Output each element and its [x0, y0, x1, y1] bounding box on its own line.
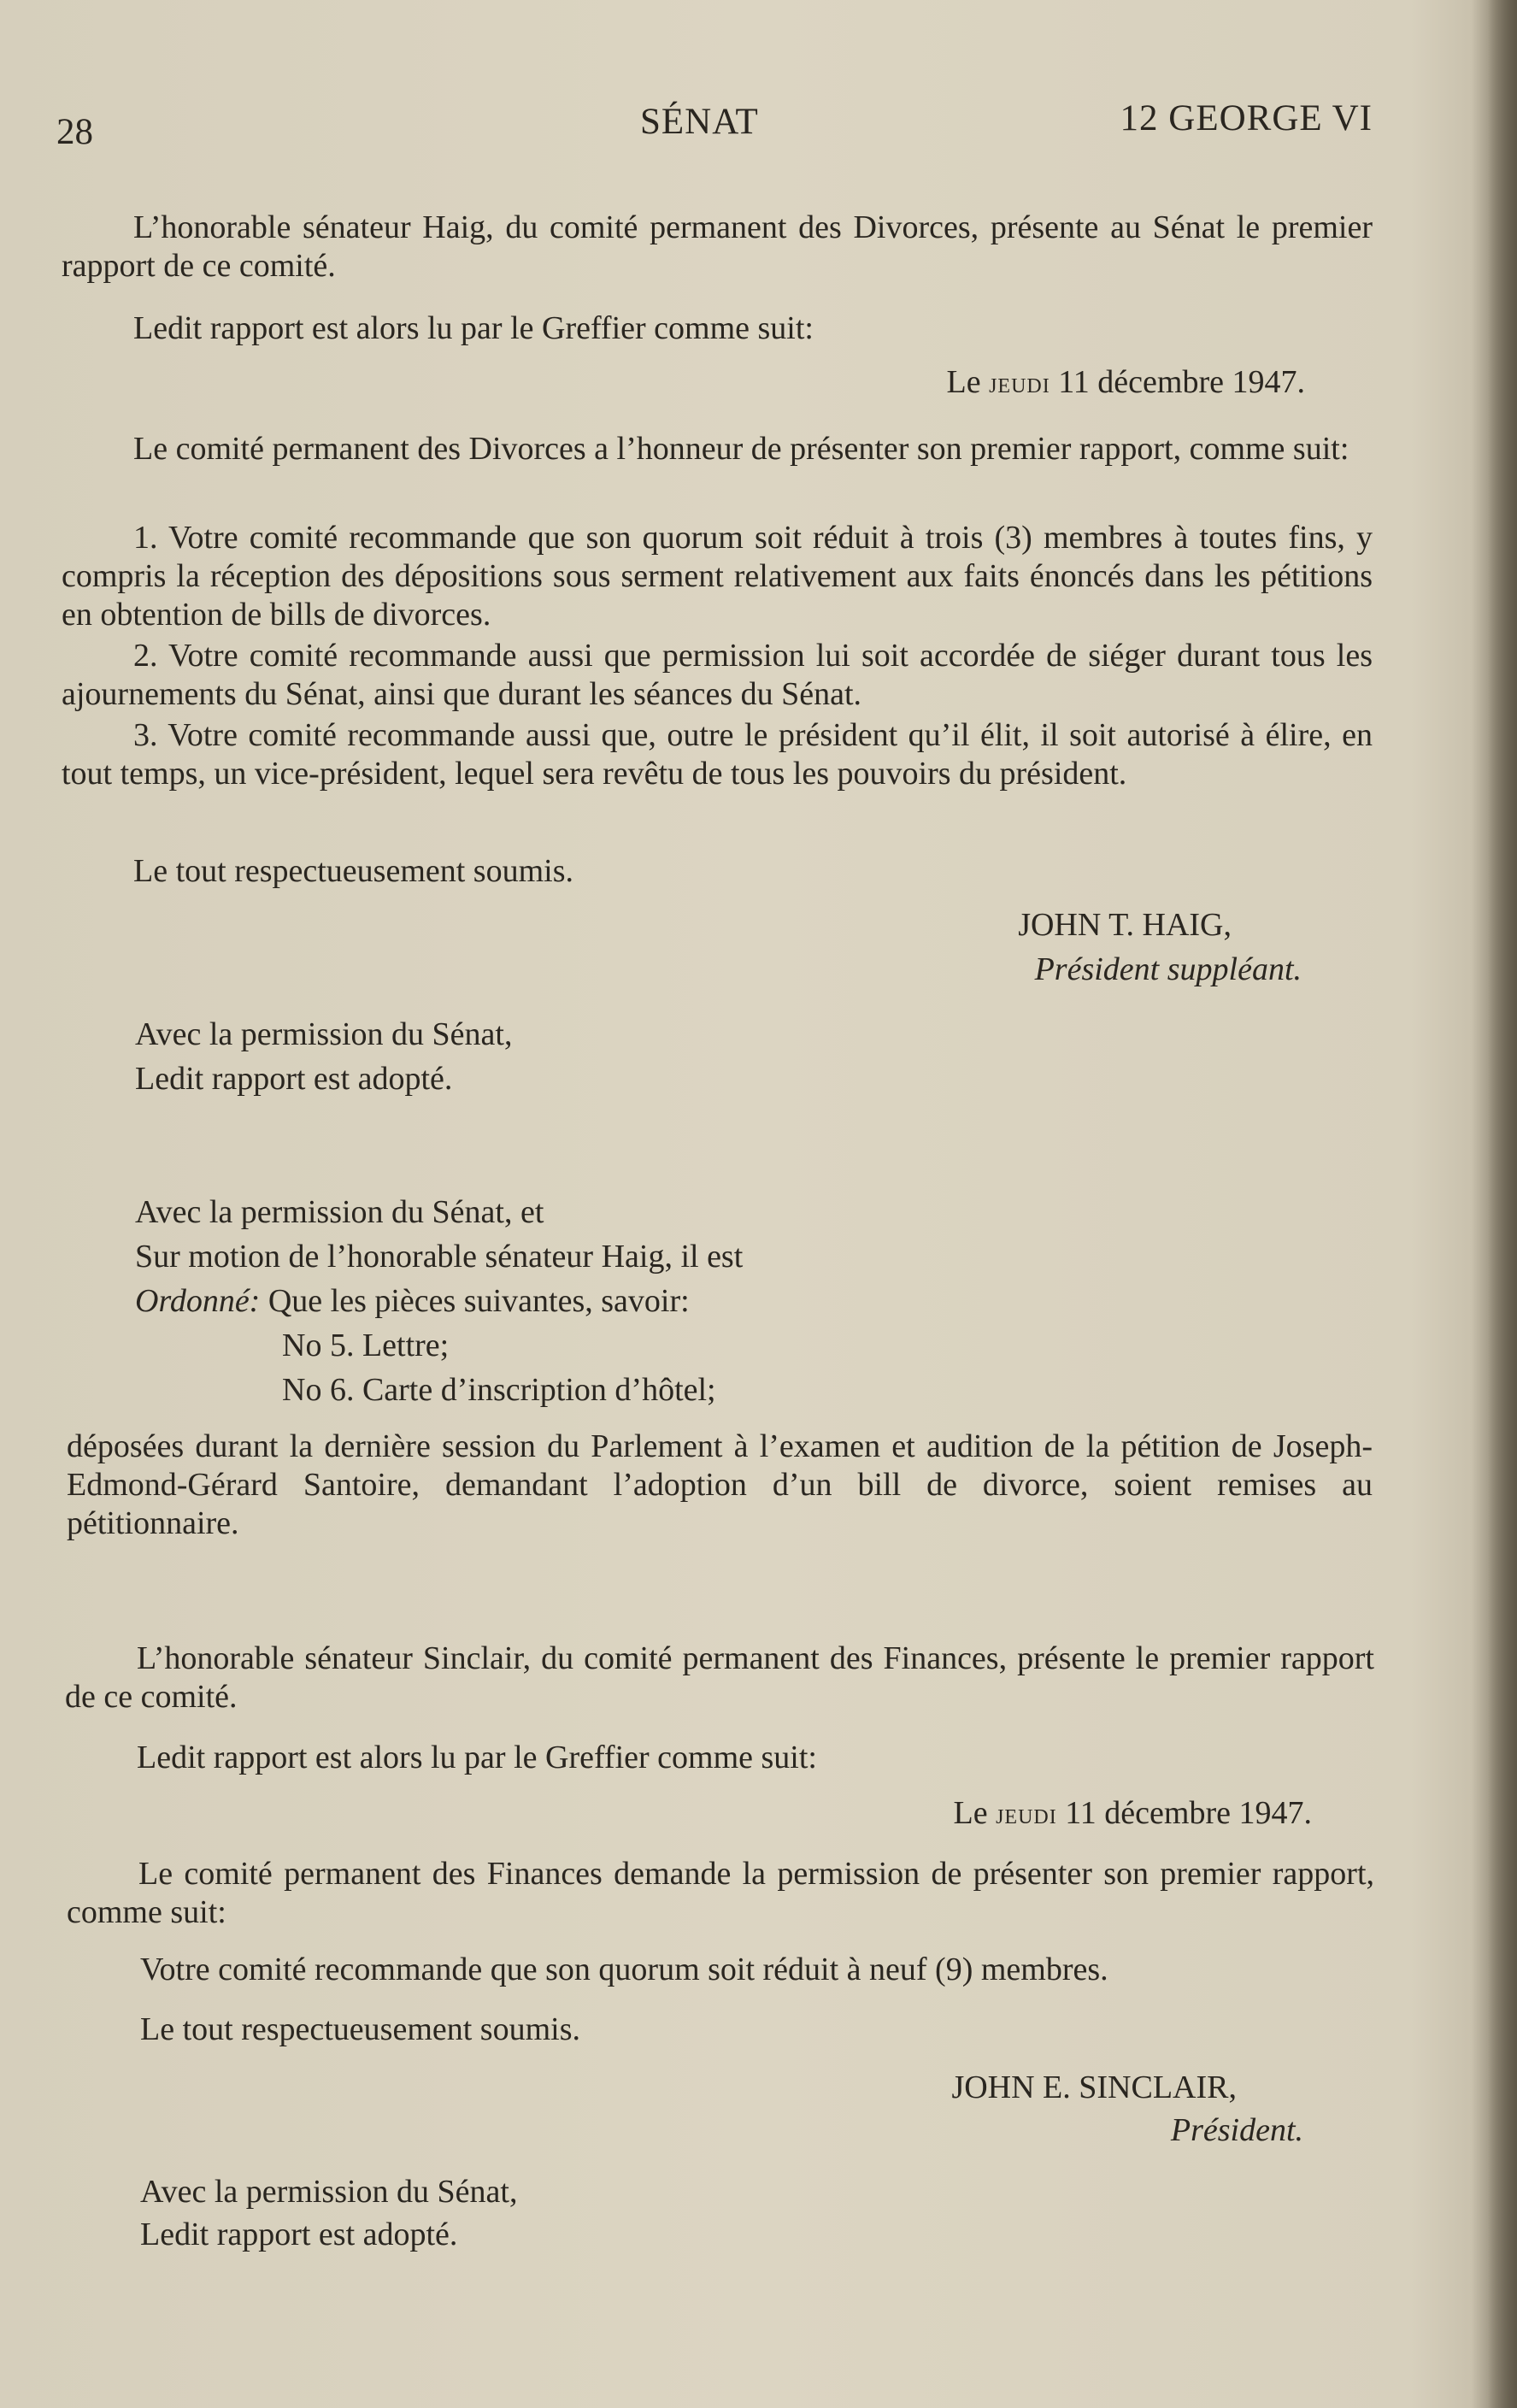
page-number: 28	[56, 112, 93, 152]
report-divorces-adopted: Ledit rapport est adopté.	[135, 1061, 453, 1097]
report-finances-submitted: Le tout respectueusement soumis.	[140, 2011, 580, 2047]
report-divorces-item-1: 1. Votre comité recommande que son quorum soit réduit à trois (3) membres à toutes fins, y compris la réception des dépositions sous serment relativement aux faits énoncés dans les pétitions en obtention de bills de divorces.	[62, 520, 1373, 633]
report-finances-lead: Le comité permanent des Finances demande la permission de présenter son premier rapport, comme suit:	[67, 1856, 1374, 1930]
report-divorces-item-3: 3. Votre comité recommande aussi que, outre le président qu’il élit, il soit autorisé à élire, en tout temps, un vice-président, lequel sera revêtu de tous les pouvoirs du président.	[62, 717, 1373, 792]
report-divorces-permission: Avec la permission du Sénat,	[135, 1016, 513, 1052]
motion-piece-5: No 5. Lettre;	[282, 1328, 450, 1363]
signature-title-sinclair: Président.	[1170, 2112, 1303, 2148]
report-divorces-date: Le jeudi 11 décembre 1947.	[946, 364, 1305, 400]
signature-title-haig: Président suppléant.	[1034, 951, 1302, 987]
report-divorces-intro: L’honorable sénateur Haig, du comité permanent des Divorces, présente au Sénat le premier rapport de ce comité.	[62, 209, 1373, 284]
motion-permission: Avec la permission du Sénat, et	[135, 1194, 544, 1230]
header-regnal-year: 12 GEORGE VI	[1120, 98, 1373, 138]
motion-piece-6: No 6. Carte d’inscription d’hôtel;	[282, 1372, 716, 1408]
report-finances-adopted: Ledit rapport est adopté.	[140, 2217, 458, 2252]
report-finances-date: Le jeudi 11 décembre 1947.	[953, 1795, 1312, 1831]
report-divorces-read: Ledit rapport est alors lu par le Greffier comme suit:	[133, 310, 814, 346]
report-divorces-lead: Le comité permanent des Divorces a l’honneur de présenter son premier rapport, comme suit:	[133, 431, 1349, 467]
motion-sur: Sur motion de l’honorable sénateur Haig, il est	[135, 1239, 744, 1275]
report-finances-item: Votre comité recommande que son quorum soit réduit à neuf (9) membres.	[140, 1952, 1108, 1987]
motion-ordonne: Ordonné: Que les pièces suivantes, savoir:	[135, 1283, 690, 1319]
report-finances-read: Ledit rapport est alors lu par le Greffier comme suit:	[137, 1740, 817, 1775]
motion-paragraph: déposées durant la dernière session du Parlement à l’examen et audition de la pétition de Joseph-Edmond-Gérard Santoire, demandant l’adoption d’un bill de divorce, soient remises au pétitionnaire.	[67, 1428, 1373, 1541]
signature-name-haig: JOHN T. HAIG,	[1018, 907, 1232, 943]
report-divorces-submitted: Le tout respectueusement soumis.	[133, 853, 573, 889]
report-finances-intro: L’honorable sénateur Sinclair, du comité permanent des Finances, présente le premier rapport de ce comité.	[65, 1640, 1374, 1715]
running-header	[56, 96, 1373, 152]
signature-name-sinclair: JOHN E. SINCLAIR,	[951, 2069, 1237, 2105]
book-spine-shadow	[1488, 0, 1517, 2408]
report-divorces-item-2: 2. Votre comité recommande aussi que permission lui soit accordée de siéger durant tous les ajournements du Sénat, ainsi que durant les séances du Sénat.	[62, 638, 1373, 712]
report-finances-permission: Avec la permission du Sénat,	[140, 2174, 518, 2210]
header-title: SÉNAT	[640, 102, 759, 142]
